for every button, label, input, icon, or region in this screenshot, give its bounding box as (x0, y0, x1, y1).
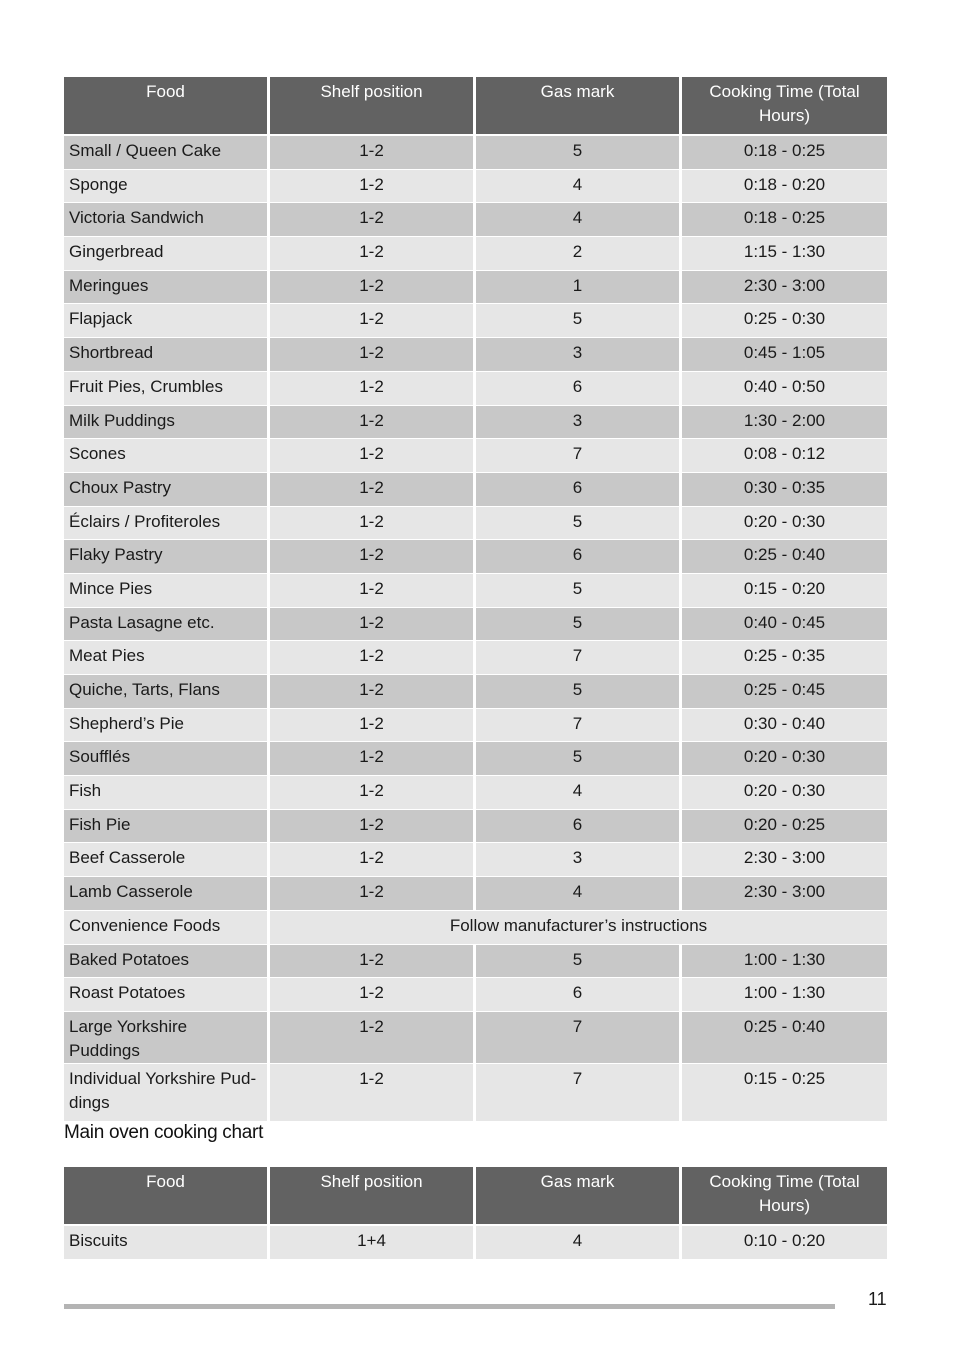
food-cell: Sponge (64, 169, 270, 203)
food-cell: Flapjack (64, 303, 270, 337)
cooking-time-cell: 2:30 - 3:00 (682, 842, 887, 876)
cooking-time-cell: 0:25 - 0:30 (682, 303, 887, 337)
table-row (64, 1011, 887, 1063)
food-cell: Scones (64, 438, 270, 472)
cooking-time-cell: 0:20 - 0:30 (682, 506, 887, 540)
table-row (64, 842, 887, 876)
table-row (64, 1063, 887, 1121)
food-cell: Quiche, Tarts, Flans (64, 674, 270, 708)
cooking-time-cell: 0:40 - 0:45 (682, 607, 887, 641)
gas-mark-cell: 5 (476, 506, 682, 540)
page-number: 11 (868, 1289, 887, 1309)
food-cell: Individual Yorkshire Pud-dings (64, 1063, 270, 1121)
table-row (64, 371, 887, 405)
second-cooking-table (64, 1167, 887, 1259)
shelf-position-cell: 1-2 (270, 607, 476, 641)
food-cell: Biscuits (64, 1225, 270, 1259)
shelf-position-cell: 1-2 (270, 1011, 476, 1063)
shelf-position-cell: 1-2 (270, 202, 476, 236)
gas-mark-cell: 3 (476, 842, 682, 876)
food-cell: Convenience Foods (64, 910, 270, 944)
gas-mark-cell: 7 (476, 438, 682, 472)
gas-mark-cell: 5 (476, 741, 682, 775)
gas-mark-cell: 1 (476, 270, 682, 304)
cooking-time-cell: 1:30 - 2:00 (682, 405, 887, 439)
gas-mark-cell: 4 (476, 202, 682, 236)
food-cell: Flaky Pastry (64, 539, 270, 573)
shelf-position-cell: 1-2 (270, 741, 476, 775)
gas-mark-cell: 3 (476, 337, 682, 371)
table-row (64, 303, 887, 337)
table-row (64, 741, 887, 775)
food-cell: Fish (64, 775, 270, 809)
gas-mark-cell: 4 (476, 169, 682, 203)
header-shelf-position: Shelf position (270, 1167, 476, 1225)
gas-mark-cell: 5 (476, 607, 682, 641)
food-cell: Lamb Casserole (64, 876, 270, 910)
header-food: Food (64, 1167, 270, 1225)
table-row (64, 573, 887, 607)
food-cell: Roast Potatoes (64, 977, 270, 1011)
table-caption: Main oven cooking chart (64, 1122, 264, 1143)
cooking-time-cell: 0:18 - 0:25 (682, 135, 887, 169)
shelf-position-cell: 1-2 (270, 303, 476, 337)
gas-mark-cell: 5 (476, 944, 682, 978)
shelf-position-cell: 1-2 (270, 371, 476, 405)
food-cell: Choux Pastry (64, 472, 270, 506)
header-food: Food (64, 77, 270, 135)
shelf-position-cell: 1-2 (270, 573, 476, 607)
cooking-time-cell: 0:15 - 0:25 (682, 1063, 887, 1121)
table-row (64, 270, 887, 304)
table-row (64, 640, 887, 674)
food-cell: Shepherd’s Pie (64, 708, 270, 742)
table-row (64, 135, 887, 169)
header-shelf-position: Shelf position (270, 77, 476, 135)
food-cell: Éclairs / Profiteroles (64, 506, 270, 540)
cooking-time-cell: 0:30 - 0:40 (682, 708, 887, 742)
header-gas-mark: Gas mark (476, 1167, 682, 1225)
gas-mark-cell: 7 (476, 640, 682, 674)
food-cell: Gingerbread (64, 236, 270, 270)
shelf-position-cell: 1-2 (270, 708, 476, 742)
gas-mark-cell: 4 (476, 775, 682, 809)
cooking-time-cell: 2:30 - 3:00 (682, 876, 887, 910)
table-row (64, 809, 887, 843)
shelf-position-cell: 1-2 (270, 135, 476, 169)
cooking-time-cell: 0:20 - 0:25 (682, 809, 887, 843)
cooking-time-cell: 0:25 - 0:40 (682, 539, 887, 573)
shelf-position-cell: 1-2 (270, 337, 476, 371)
food-cell: Victoria Sandwich (64, 202, 270, 236)
cooking-time-cell: 0:25 - 0:40 (682, 1011, 887, 1063)
food-cell: Shortbread (64, 337, 270, 371)
gas-mark-cell: 4 (476, 1225, 682, 1259)
shelf-position-cell: 1-2 (270, 876, 476, 910)
table-row (64, 236, 887, 270)
cooking-time-cell: 0:25 - 0:35 (682, 640, 887, 674)
table-row (64, 674, 887, 708)
shelf-position-cell: 1-2 (270, 1063, 476, 1121)
shelf-position-cell: 1-2 (270, 640, 476, 674)
table-row-span (64, 910, 887, 944)
food-cell: Milk Puddings (64, 405, 270, 439)
gas-mark-cell: 4 (476, 876, 682, 910)
shelf-position-cell: 1-2 (270, 270, 476, 304)
food-cell: Soufflés (64, 741, 270, 775)
gas-mark-cell: 7 (476, 708, 682, 742)
table-header-row (64, 77, 887, 135)
table-header-row (64, 1167, 887, 1225)
instructions-note-cell: Follow manufacturer’s instructions (270, 910, 887, 944)
cooking-time-cell: 0:18 - 0:20 (682, 169, 887, 203)
shelf-position-cell: 1-2 (270, 438, 476, 472)
food-cell: Small / Queen Cake (64, 135, 270, 169)
table-row (64, 506, 887, 540)
header-gas-mark: Gas mark (476, 77, 682, 135)
cooking-time-cell: 0:45 - 1:05 (682, 337, 887, 371)
gas-mark-cell: 3 (476, 405, 682, 439)
table-row (64, 438, 887, 472)
shelf-position-cell: 1-2 (270, 539, 476, 573)
food-cell: Beef Casserole (64, 842, 270, 876)
gas-mark-cell: 5 (476, 303, 682, 337)
shelf-position-cell: 1-2 (270, 809, 476, 843)
gas-mark-cell: 6 (476, 371, 682, 405)
food-cell: Pasta Lasagne etc. (64, 607, 270, 641)
food-cell: Mince Pies (64, 573, 270, 607)
shelf-position-cell: 1+4 (270, 1225, 476, 1259)
table-row (64, 405, 887, 439)
cooking-time-cell: 0:20 - 0:30 (682, 741, 887, 775)
table-row (64, 607, 887, 641)
cooking-time-cell: 0:30 - 0:35 (682, 472, 887, 506)
main-oven-cooking-table (64, 77, 887, 1121)
cooking-time-cell: 1:15 - 1:30 (682, 236, 887, 270)
gas-mark-cell: 6 (476, 977, 682, 1011)
table-row (64, 169, 887, 203)
table-row (64, 337, 887, 371)
cooking-time-cell: 0:20 - 0:30 (682, 775, 887, 809)
shelf-position-cell: 1-2 (270, 472, 476, 506)
food-cell: Fish Pie (64, 809, 270, 843)
table-row (64, 775, 887, 809)
shelf-position-cell: 1-2 (270, 506, 476, 540)
gas-mark-cell: 7 (476, 1011, 682, 1063)
cooking-time-cell: 1:00 - 1:30 (682, 944, 887, 978)
table-row (64, 1225, 887, 1259)
header-cooking-time: Cooking Time (Total Hours) (682, 1167, 887, 1225)
cooking-time-cell: 0:40 - 0:50 (682, 371, 887, 405)
gas-mark-cell: 5 (476, 135, 682, 169)
cooking-time-cell: 1:00 - 1:30 (682, 977, 887, 1011)
table-row (64, 977, 887, 1011)
gas-mark-cell: 2 (476, 236, 682, 270)
table-row (64, 708, 887, 742)
cooking-time-cell: 0:18 - 0:25 (682, 202, 887, 236)
shelf-position-cell: 1-2 (270, 236, 476, 270)
gas-mark-cell: 5 (476, 674, 682, 708)
cooking-time-cell: 0:08 - 0:12 (682, 438, 887, 472)
shelf-position-cell: 1-2 (270, 842, 476, 876)
shelf-position-cell: 1-2 (270, 977, 476, 1011)
table-row (64, 472, 887, 506)
cooking-time-cell: 0:10 - 0:20 (682, 1225, 887, 1259)
shelf-position-cell: 1-2 (270, 674, 476, 708)
cooking-time-cell: 0:15 - 0:20 (682, 573, 887, 607)
gas-mark-cell: 5 (476, 573, 682, 607)
table-row (64, 944, 887, 978)
table-row (64, 876, 887, 910)
food-cell: Meat Pies (64, 640, 270, 674)
header-cooking-time: Cooking Time (Total Hours) (682, 77, 887, 135)
food-cell: Meringues (64, 270, 270, 304)
gas-mark-cell: 7 (476, 1063, 682, 1121)
food-cell: Large Yorkshire Puddings (64, 1011, 270, 1063)
food-cell: Baked Potatoes (64, 944, 270, 978)
shelf-position-cell: 1-2 (270, 944, 476, 978)
table-row (64, 202, 887, 236)
table-row (64, 539, 887, 573)
gas-mark-cell: 6 (476, 539, 682, 573)
cooking-time-cell: 0:25 - 0:45 (682, 674, 887, 708)
gas-mark-cell: 6 (476, 472, 682, 506)
shelf-position-cell: 1-2 (270, 169, 476, 203)
shelf-position-cell: 1-2 (270, 775, 476, 809)
cooking-time-cell: 2:30 - 3:00 (682, 270, 887, 304)
shelf-position-cell: 1-2 (270, 405, 476, 439)
footer-rule (64, 1304, 835, 1309)
gas-mark-cell: 6 (476, 809, 682, 843)
food-cell: Fruit Pies, Crumbles (64, 371, 270, 405)
